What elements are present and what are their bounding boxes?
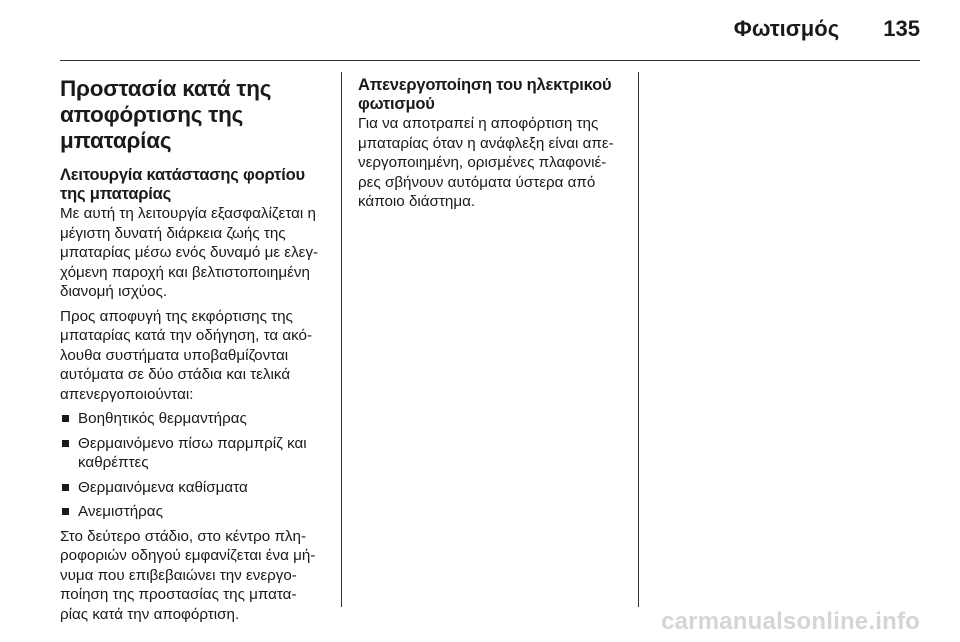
column-divider-2 [638, 72, 639, 607]
list-item: Ανεμιστήρας [60, 502, 328, 522]
systems-list [60, 409, 328, 522]
paragraph-systems: Προς αποφυγή της εκφόρτισης της μπαταρίας κατά την οδήγηση, τα ακό- λουθα συστήματα υποβαθμίζονται αυτόματα σε δύο στάδια και τελικά απενεργοποιούνται: [60, 307, 313, 403]
column-middle [358, 76, 626, 217]
main-heading: Προστασία κατά της αποφόρτισης της μπαταρίας [60, 76, 272, 153]
section-title: Φωτισμός [733, 16, 840, 41]
paragraph-lighting: Για να αποτραπεί η αποφόρτιση της μπαταρίας όταν η ανάφλεξη είναι απε- νεργοποιημένη, ορισμένες πλαφονιέ- ρες σβήνουν αυτόματα ύστερα από κάποιο διάστημα. [358, 115, 614, 210]
column-divider-1 [341, 72, 342, 607]
header-divider [60, 60, 920, 61]
page-number: 135 [883, 16, 920, 41]
watermark: carmanualsonline.info [661, 608, 920, 635]
list-item: Θερμαινόμενο πίσω παρμπρίζ και καθρέπτες [60, 434, 328, 473]
list-item: Θερμαινόμενα καθίσματα [60, 478, 328, 498]
column-left [60, 76, 328, 629]
page-header [734, 16, 920, 42]
list-item: Βοηθητικός θερμαντήρας [60, 409, 328, 429]
paragraph-intro: Με αυτή τη λειτουργία εξασφαλίζεται η μέγιστη δυνατή διάρκεια ζωής της μπαταρίας μέσω ενός δυναμό με ελεγ- χόμενη παροχή και βελτιστοποιημένη διανομή ισχύος. [60, 205, 319, 300]
sub-heading-battery-load: Λειτουργία κατάστασης φορτίου της μπαταρίας [60, 166, 305, 203]
sub-heading-lighting-off: Απενεργοποίηση του ηλεκτρικού φωτισμού [358, 76, 612, 113]
paragraph-second-stage: Στο δεύτερο στάδιο, στο κέντρο πλη- ροφοριών οδηγού εμφανίζεται ένα μή- νυμα που επιβεβαιώνει την ενεργο- ποίηση της προστασίας της μπατα- ρίας κατά την αποφόρτιση. [60, 527, 316, 623]
